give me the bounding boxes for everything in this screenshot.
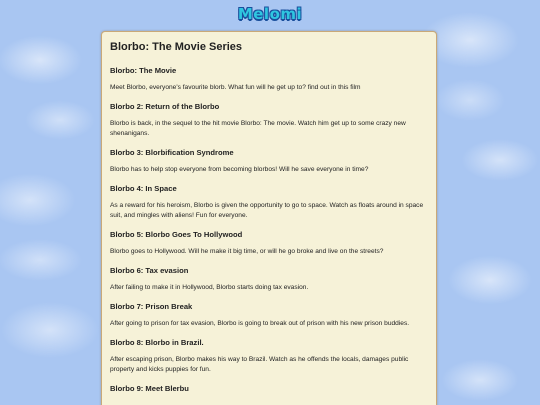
- movie-description: After failing to make it in Hollywood, Blorbo starts doing tax evasion.: [110, 284, 309, 291]
- movie-title: Blorbo 3: Blorbification Syndrome: [110, 148, 234, 157]
- site-title: Melomi: [237, 5, 303, 23]
- movie-title: Blorbo 9: Meet Blerbu: [110, 384, 189, 393]
- movie-entry: [110, 102, 428, 139]
- movie-entry: [110, 338, 428, 375]
- movie-entry: [110, 266, 428, 293]
- movie-description: Blorbo goes to Hollywood. Will he make it big time, or will he go broke and live on the streets?: [110, 248, 384, 255]
- movie-entry: [110, 66, 428, 93]
- movie-description: Meet Blorbo, everyone's favourite blorb. What fun will he get up to? find out in this film: [110, 84, 361, 91]
- movie-title: Blorbo 7: Prison Break: [110, 302, 193, 311]
- movie-description: After escaping prison, Blorbo makes his way to Brazil. Watch as he offends the locals, damages public property and kicks puppies for fun.: [110, 356, 409, 373]
- movie-entry: [110, 148, 428, 175]
- movie-title: Blorbo 4: In Space: [110, 184, 177, 193]
- movie-description: Blorbo has to help stop everyone from becoming blorbos! Will he save everyone in time?: [110, 166, 369, 173]
- movie-title: Blorbo 5: Blorbo Goes To Hollywood: [110, 230, 243, 239]
- movie-entry: [110, 384, 428, 394]
- page-heading: Blorbo: The Movie Series: [110, 41, 243, 53]
- movie-title: Blorbo 2: Return of the Blorbo: [110, 102, 220, 111]
- movie-entry: [110, 302, 428, 329]
- movie-description: As a reward for his heroism, Blorbo is given the opportunity to go to space. Watch as floats around in space suit, and mingles with aliens! Fun for everyone.: [110, 202, 424, 219]
- movie-description: Blorbo is back, in the sequel to the hit movie Blorbo: The movie. Watch him get up to some crazy new shenanigans.: [110, 120, 406, 137]
- movie-title: Blorbo 6: Tax evasion: [110, 266, 189, 275]
- movie-entry: [110, 230, 428, 257]
- movie-description: After going to prison for tax evasion, Blorbo is going to break out of prison with his new prison buddies.: [110, 320, 410, 327]
- movie-title: Blorbo: The Movie: [110, 66, 177, 75]
- content-panel: [101, 31, 437, 405]
- movie-entry: [110, 184, 428, 221]
- movie-title: Blorbo 8: Blorbo in Brazil.: [110, 338, 204, 347]
